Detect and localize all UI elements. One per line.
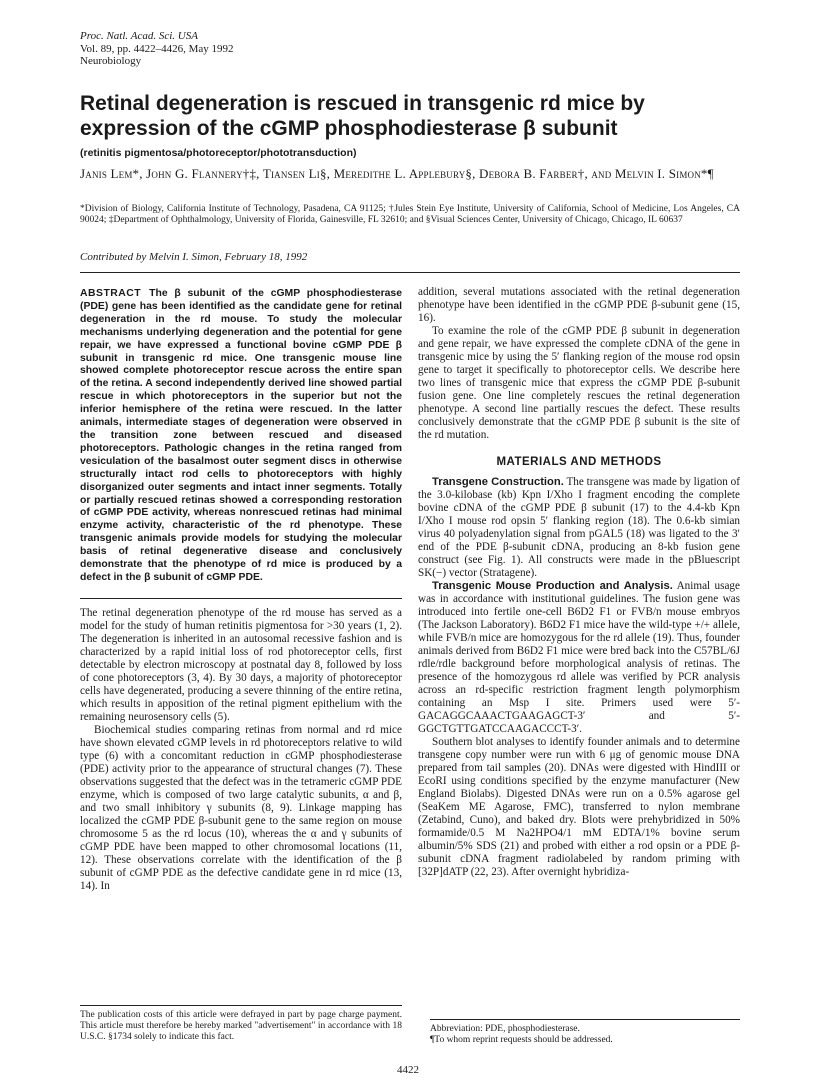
intro-body [80,607,402,893]
header-divider [80,272,740,273]
reprint-footnote: ¶To whom reprint requests should be addressed. [430,1035,613,1045]
paragraph-text: Animal usage was in accordance with institutional guidelines. The fusion gene was introduced into fertile one-cell B6D2 F1 or FVB/n mouse embryos (The Jackson Laboratory). B6D2 F1 mice have the wild-type +/+ allele, while FVB/n mice are homozygous for the rd allele (19). Thus, founder animals derived from B6D2 F1 mice were bred back into the C57BL/6J rdle/rdle background before morphological analysis of retinas. The presence of the homozygous rd allele was verified by PCR analysis across an rd-specific restriction fragment length polymorphism containing an Msp I site. Primers used were 5′-GACAGGCAAACTGAAGAGCT-3′ and 5′-GGCTGTTGATCCAAGACCCT-3′. [418,580,740,735]
footnote-divider [430,1019,740,1020]
run-in-heading: Transgenic Mouse Production and Analysis. [432,580,673,592]
publication-cost-footnote: The publication costs of this article were defrayed in part by page charge payment. This article must therefore be hereby marked "advertisement" in accordance with 18 U.S.C. §1734 solely to indicate this fact. [80,1010,402,1042]
journal-header [80,30,234,68]
paragraph-text: Southern blot analyses to identify founder animals and to determine transgene copy number were run with 6 μg of genomic mouse DNA prepared from tail samples (20). DNAs were digested with HindIII or EcoRI using conditions specified by the enzyme manufacturer (New England Biolabs). Digested DNAs were run on a 0.5% agarose gel (SeaKem ME Agarose, FMC), transferred to nylon membrane (Zetabind, Cuno), and baked dry. Blots were prehybridized in 50% formamide/0.5 M Na2HPO4/1 mM EDTA/1% bovine serum albumin/5% SDS (21) and probed with either a rod opsin or a PDE β-subunit cDNA fragment radiolabeled by random priming with [32P]dATP (22, 23). After overnight hybridiza- [418,736,740,878]
journal-name: Proc. Natl. Acad. Sci. USA [80,30,198,42]
contributed-by: Contributed by Melvin I. Simon, February 18, 1992 [80,251,308,263]
intro-paragraph: addition, several mutations associated with the retinal degeneration phenotype have been identified in the cGMP PDE β-subunit gene (15, 16). [418,286,740,324]
intro-paragraph: Biochemical studies comparing retinas from normal and rd mice have shown elevated cGMP levels in rd photoreceptors relative to wild type (6) with a concomitant reduction in cGMP phosphodiesterase (PDE) activity prior to the appearance of structural changes (7). These observations suggested that the defect was in the tetrameric cGMP PDE enzyme, which is composed of two large catalytic subunits, α and β, and two small inhibitory γ subunits (8, 9). Linkage mapping has localized the cGMP PDE β-subunit gene to the same region on mouse chromosome 5 as the rd locus (10), whereas the α and γ subunits of cGMP PDE have been mapped to other chromosomal locations (11, 12). These observations correlate with the identification of the β subunit of cGMP PDE as the defective candidate gene in rd mice (13, 14). In [80,723,402,892]
run-in-heading: Transgene Construction. [432,476,564,488]
methods-paragraph [418,580,740,736]
paragraph-text: The transgene was made by ligation of the 3.0-kilobase (kb) Kpn I/Xho I fragment encoding the complete bovine cDNA of the cGMP PDE β subunit (17) to the 4.4-kb Kpn I/Xho I mouse rod opsin 5′ flanking region (18). The 0.6-kb simian virus 40 polyadenylation signal from pGAL5 (18) was ligated to the 3′ end of the PDE β-subunit cDNA, producing an 8-kb fusion gene construct (see Fig. 1). All constructs were made in the pBluescript SK(−) vector (Stratagene). [418,476,740,579]
author-list: Janis Lem*, John G. Flannery†‡, Tiansen Li§, Meredithe L. Applebury§, Debora B. Farber†, and Melvin I. Simon*¶ [80,166,714,181]
intro-paragraph: The retinal degeneration phenotype of the rd mouse has served as a model for the study of human retinitis pigmentosa for >30 years (1, 2). The degeneration is inherited in an autosomal recessive fashion and is characterized by a rapid initial loss of rod photoreceptor cells, first detectable by electron microscopy at postnatal day 8, followed by loss of cone photoreceptors (3, 4). By 30 days, a majority of photoreceptor cells have degenerated, producing a severe thinning of the entire retina, which results in apposition of the retinal pigment epithelium with the remaining neurosensory cells (5). [80,606,402,723]
right-body [418,286,740,879]
right-column [418,286,740,879]
journal-volume: Vol. 89, pp. 4422–4426, May 1992 [80,42,234,55]
intro-paragraph: To examine the role of the cGMP PDE β subunit in degeneration and gene repair, we have expressed the complete cDNA of the gene in transgenic mice by using the 5′ flanking region of the mouse rod opsin gene to target it specifically to photoreceptor cells. We describe here two lines of transgenic mice that express the cGMP PDE β-subunit fusion gene. One line completely rescues the retinal degeneration phenotype. A second line partially rescues the defect. These results conclusively demonstrate that the cGMP PDE β subunit is the site of the rd mutation. [418,325,740,441]
article-title: Retinal degeneration is rescued in transgenic rd mice by expression of the cGMP phosphodiesterase β subunit [80,92,645,140]
section-heading: MATERIALS AND METHODS [496,456,662,468]
page-number: 4422 [397,1064,419,1076]
keywords: (retinitis pigmentosa/photoreceptor/phototransduction) [80,147,357,159]
left-column [80,288,402,893]
abbreviation-footnote: Abbreviation: PDE, phosphodiesterase. [430,1024,580,1034]
methods-paragraph [418,736,740,879]
methods-paragraph [418,476,740,580]
abstract-label: ABSTRACT [80,288,142,299]
abstract-text: The β subunit of the cGMP phosphodiesterase (PDE) gene has been identified as the candidate gene for retinal degeneration in the rd mouse. To study the molecular mechanisms underlying degeneration and the potential for gene repair, we have expressed a functional bovine cGMP PDE β subunit in transgenic rd mice. One transgenic mouse line showed complete photoreceptor rescue across the entire span of the retina. A second independently derived line showed partial rescue in which photoreceptors in the superior but not the inferior hemisphere of the retina were rescued. In the latter animals, intermediate stages of degeneration were observed in the transition zone between rescued and diseased photoreceptors. Pathologic changes in the retina ranged from vesiculation of the basalmost outer segment discs in otherwise structurally intact rod cells to photoreceptors with highly disorganized outer segments and intact inner segments. Totally or partially rescued retinas showed a corresponding restoration of cGMP PDE activity, whereas nonrescued retinas had minimal enzyme activity, characteristic of the rd phenotype. These transgenic animals provide models for studying the molecular basis of retinal degenerative disease and conclusively demonstrate that the phenotype of rd mice is produced by a defect in the β subunit of cGMP PDE. [80,288,402,583]
journal-section: Neurobiology [80,55,142,67]
affiliations: *Division of Biology, California Institute of Technology, Pasadena, CA 91125; †Jules Stein Eye Institute, University of California, School of Medicine, Los Angeles, CA 90024; ‡Department of Ophthalmology, University of Florida, Gainesville, FL 32610; and §Visual Sciences Center, University of Chicago, Chicago, IL 60637 [80,204,740,225]
abstract-divider [80,598,402,599]
footnotes [430,1024,740,1046]
footnote-divider [80,1005,402,1006]
abstract [80,288,402,585]
